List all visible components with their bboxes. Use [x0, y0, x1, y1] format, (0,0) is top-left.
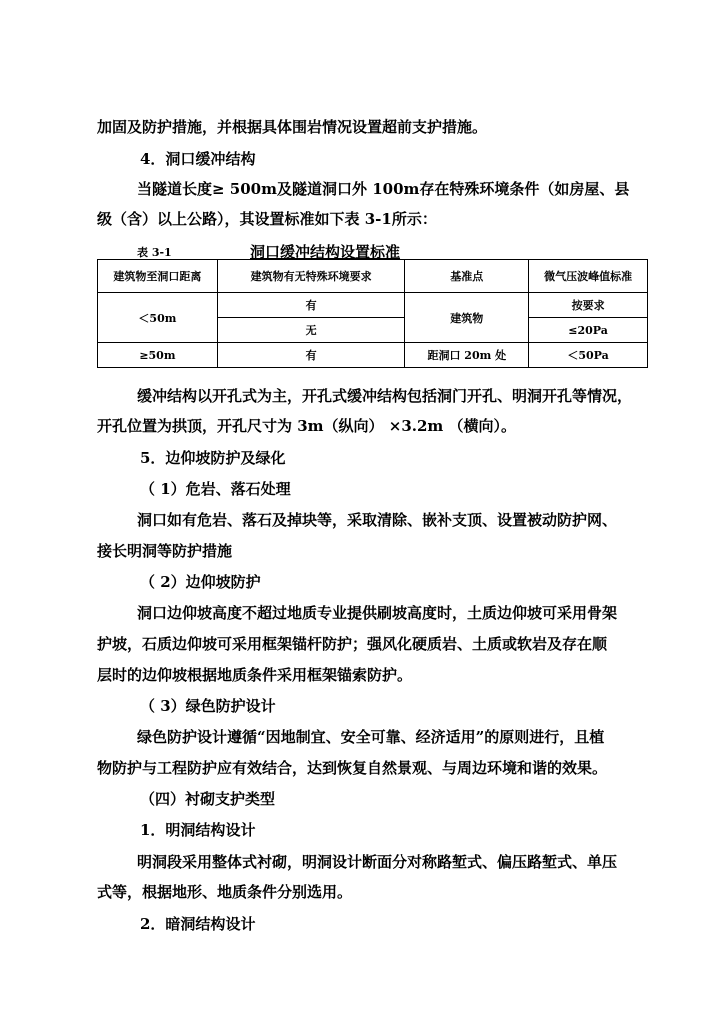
section-heading: （四）衬砌支护类型: [140, 790, 276, 808]
table-cell: 有: [217, 343, 405, 368]
header-cell: 建筑物至洞口距离: [98, 260, 218, 293]
table-cell: ＜50Pa: [529, 343, 648, 368]
buffer-structure-table: [97, 259, 648, 368]
paragraph-line: 加固及防护措施，并根据具体围岩情况设置超前支护措施。: [97, 118, 488, 136]
paragraph-line: 明洞段采用整体式衬砌，明洞设计断面分对称路堑式、偏压路堑式、单压: [137, 853, 618, 871]
paragraph-line: 接长明洞等防护措施: [97, 542, 233, 560]
paragraph-line: 缓冲结构以开孔式为主，开孔式缓冲结构包括洞门开孔、明洞开孔等情况，: [137, 387, 633, 405]
table-cell: ≥50m: [98, 343, 218, 368]
table-caption-label: 表 3-1: [137, 246, 172, 259]
table-cell: 按要求: [529, 293, 648, 318]
table-row: [98, 343, 648, 368]
section-heading: 1．明洞结构设计: [140, 821, 256, 839]
table-cell: 有: [217, 293, 405, 318]
paragraph-line: 洞口如有危岩、落石及掉块等，采取清除、嵌补支顶、设置被动防护网、: [137, 511, 618, 529]
section-heading: 5．边仰坡防护及绿化: [140, 449, 286, 467]
table-cell: 无: [217, 318, 405, 343]
paragraph-line: 层时的边仰坡根据地质条件采用框架锚索防护。: [97, 666, 413, 684]
table-cell: ≤20Pa: [529, 318, 648, 343]
section-heading: 4．洞口缓冲结构: [140, 150, 256, 168]
header-cell: 微气压波峰值标准: [529, 260, 648, 293]
table-cell: 距洞口 20m 处: [405, 343, 529, 368]
paragraph-line: 物防护与工程防护应有效结合，达到恢复自然景观、与周边环境和谐的效果。: [97, 759, 608, 777]
header-cell: 建筑物有无特殊环境要求: [217, 260, 405, 293]
table-header-row: [98, 260, 648, 293]
header-cell: 基准点: [405, 260, 529, 293]
subsection-heading: （ 1）危岩、落石处理: [140, 480, 291, 498]
paragraph-line: 护坡，石质边仰坡可采用框架锚杆防护；强风化硬质岩、土质或软岩及存在顺: [97, 635, 608, 653]
paragraph-line: 式等，根据地形、地质条件分别选用。: [97, 883, 353, 901]
paragraph-line: 洞口边仰坡高度不超过地质专业提供刷坡高度时，土质边仰坡可采用骨架: [137, 604, 618, 622]
paragraph-line: 绿色防护设计遵循“因地制宜、安全可靠、经济适用”的原则进行，且植: [137, 728, 605, 746]
paragraph-line: 开孔位置为拱顶，开孔尺寸为 3m（纵向） ×3.2m （横向）。: [97, 417, 517, 435]
subsection-heading: （ 3）绿色防护设计: [140, 697, 276, 715]
paragraph-line: 当隧道长度≥ 500m及隧道洞口外 100m存在特殊环境条件（如房屋、县: [137, 180, 630, 198]
subsection-heading: （ 2）边仰坡防护: [140, 573, 261, 591]
section-heading: 2．暗洞结构设计: [140, 915, 256, 933]
table-caption-title: 洞口缓冲结构设置标准: [250, 243, 401, 261]
table-cell: 建筑物: [405, 293, 529, 343]
paragraph-line: 级（含）以上公路），其设置标准如下表 3-1所示：: [97, 210, 437, 228]
table-row: [98, 293, 648, 318]
table-cell: ＜50m: [98, 293, 218, 343]
